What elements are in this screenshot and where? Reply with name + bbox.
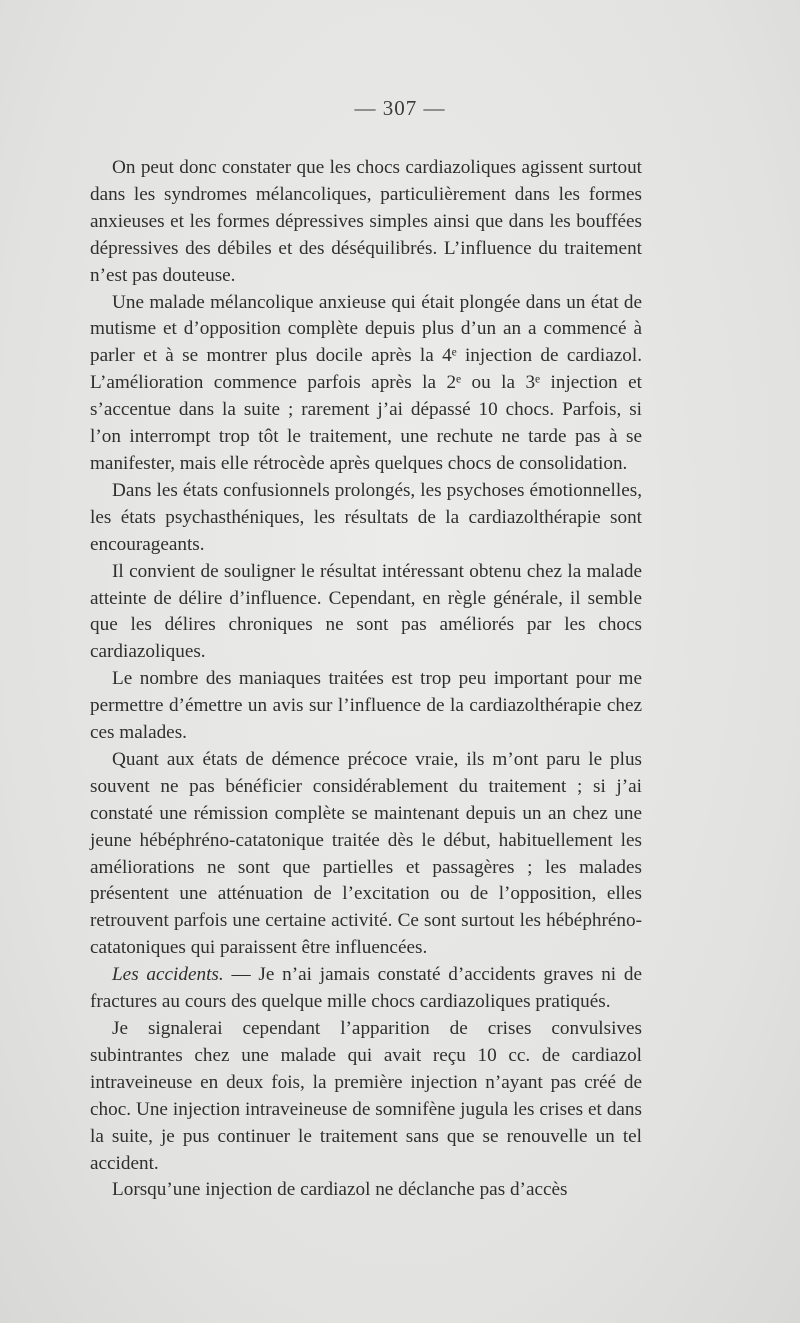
section-heading-accidents: Les accidents.	[112, 964, 224, 986]
paragraph-chocs-melancoliques: On peut donc constater que les chocs cardiazoliques agissent surtout dans les syndromes mélancoliques, particulièrement dans les formes anxieuses et les formes dépressives simples ainsi que dans les bouffées dépressives des débiles et des déséquilibrés. L’influence du traitement n’est pas douteuse.	[90, 157, 642, 286]
paragraph-injection-cardiazol: Lorsqu’une injection de cardiazol ne déclanche pas d’accès	[112, 1179, 568, 1201]
paragraph-malade-melancolique: Une malade mélancolique anxieuse qui était plongée dans un état de mutisme et d’opposition complète depuis plus d’un an a commencé à parler et à se montrer plus docile après la 4ᵉ injection de cardiazol. L’amélioration commence parfois après la 2ᵉ ou la 3ᵉ injection et s’accentue dans la suite ; rarement j’ai dépassé 10 chocs. Parfois, si l’on interrompt trop tôt le traitement, une rechute ne tarde pas à se manifester, mais elle rétrocède après quelques chocs de consolidation.	[90, 291, 642, 474]
paragraph-accidents	[90, 962, 642, 1016]
paragraph-delire-influence: Il convient de souligner le résultat intéressant obtenu chez la malade atteinte de délire d’influence. Cependant, en règle générale, il semble que les délires chroniques ne sont pas améliorés par les chocs cardiazoliques.	[90, 560, 642, 663]
paragraph-accidents-text: — Je n’ai jamais constaté d’accidents graves ni de fractures au cours des quelque mille chocs cardiazoliques pratiqués.	[90, 964, 642, 1013]
paragraph-maniaques: Le nombre des maniaques traitées est trop peu important pour me permettre d’émettre un avis sur l’influence de la cardiazolthérapie chez ces malades.	[90, 668, 642, 744]
paragraph-demence-precoce: Quant aux états de démence précoce vraie, ils m’ont paru le plus souvent ne pas bénéficier considérablement du traitement ; si j’ai constaté une rémission complète se maintenant depuis un an chez une jeune hébéphréno-catatonique traitée dès le début, habituellement les améliorations ne sont que partielles et passagères ; les malades présentent une atténuation de l’excitation ou de l’opposition, elles retrouvent parfois une certaine activité. Ce sont surtout les hébéphréno-catatoniques qui paraissent être influencées.	[90, 748, 642, 959]
page-number: — 307 —	[354, 96, 446, 120]
paragraph-crises-convulsives: Je signalerai cependant l’apparition de crises convulsives subintrantes chez une malade qui avait reçu 10 cc. de cardiazol intraveineuse en deux fois, la première injection n’ayant pas créé de choc. Une injection intraveineuse de somnifène jugula les crises et dans la suite, je pus continuer le traitement sans que se renouvelle un tel accident.	[90, 1018, 642, 1174]
paragraph-etats-confusionnels: Dans les états confusionnels prolongés, les psychoses émotionnelles, les états psychasthéniques, les résultats de la cardiazolthérapie sont encourageants.	[90, 479, 642, 555]
body-text	[90, 155, 642, 1204]
